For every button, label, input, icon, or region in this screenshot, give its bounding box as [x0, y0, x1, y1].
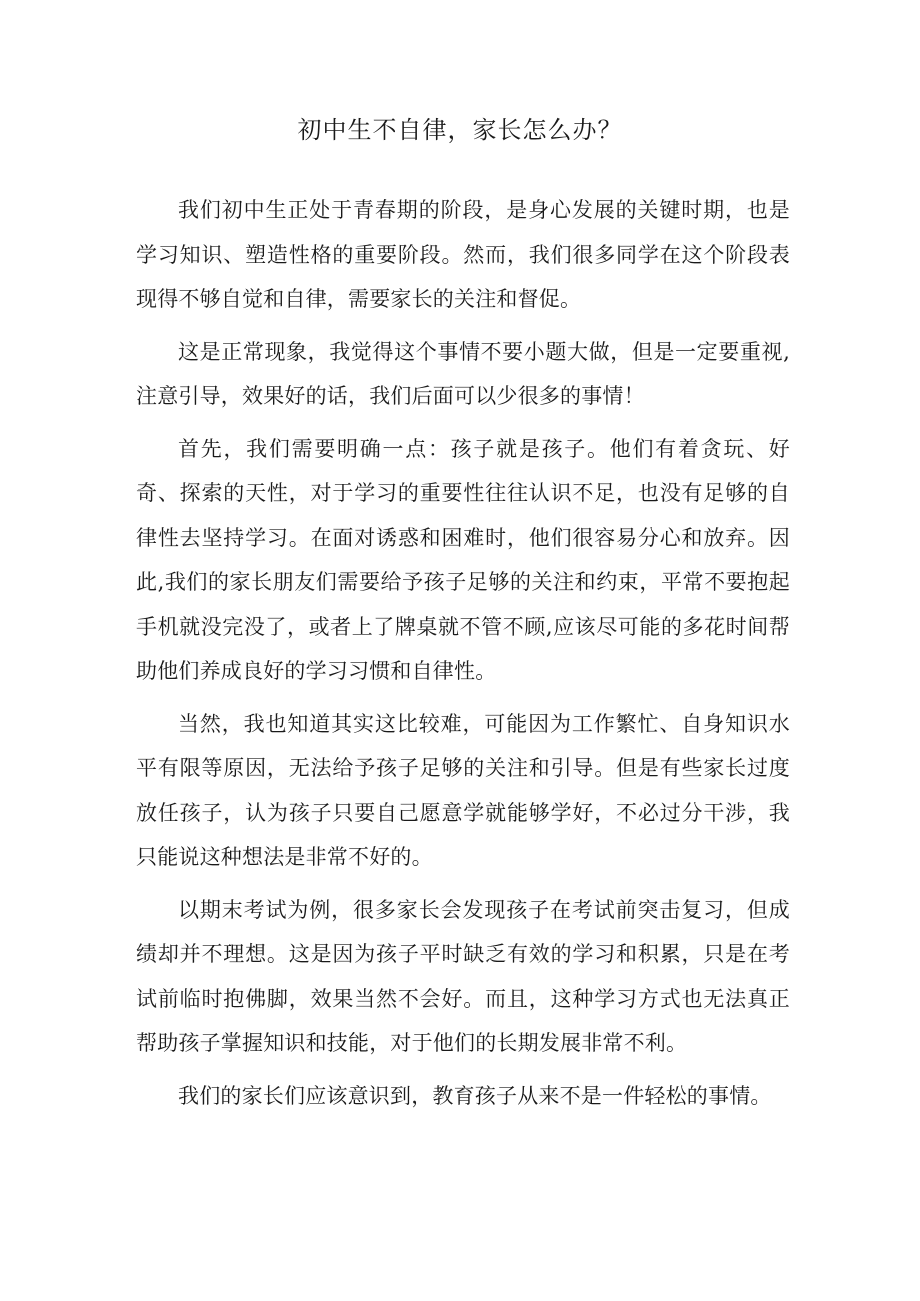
paragraph-1: 我们初中生正处于青春期的阶段，是身心发展的关键时期，也是学习知识、塑造性格的重要阶段。然而，我们很多同学在这个阶段表现得不够自觉和自律，需要家长的关注和督促。: [136, 198, 790, 311]
paragraph-4: 当然，我也知道其实这比较难，可能因为工作繁忙、自身知识水平有限等原因，无法给予孩子足够的关注和引导。但是有些家长过度放任孩子，认为孩子只要自己愿意学就能够学好，不必过分干涉，我只能说这种想法是非常不好的。: [136, 711, 790, 869]
document-title: 初中生不自律，家长怎么办？: [297, 116, 623, 144]
paragraph-2: 这是正常现象，我觉得这个事情不要小题大做，但是一定要重视,注意引导，效果好的话，我们后面可以少很多的事情！: [136, 339, 790, 408]
paragraph-5: 以期末考试为例，很多家长会发现孩子在考试前突击复习，但成绩却并不理想。这是因为孩子平时缺乏有效的学习和积累，只是在考试前临时抱佛脚，效果当然不会好。而且，这种学习方式也无法真正帮助孩子掌握知识和技能，对于他们的长期发展非常不利。: [136, 897, 790, 1055]
paragraph-3: 首先，我们需要明确一点：孩子就是孩子。他们有着贪玩、好奇、探索的天性，对于学习的重要性往往认识不足，也没有足够的自律性去坚持学习。在面对诱惑和困难时，他们很容易分心和放弃。因此,我们的家长朋友们需要给予孩子足够的关注和约束，平常不要抱起手机就没完没了，或者上了牌桌就不管不顾,应该尽可能的多花时间帮助他们养成良好的学习习惯和自律性。: [136, 436, 790, 683]
paragraph-6: 我们的家长们应该意识到，教育孩子从来不是一件轻松的事情。: [178, 1083, 772, 1108]
document-body: [136, 188, 790, 1126]
